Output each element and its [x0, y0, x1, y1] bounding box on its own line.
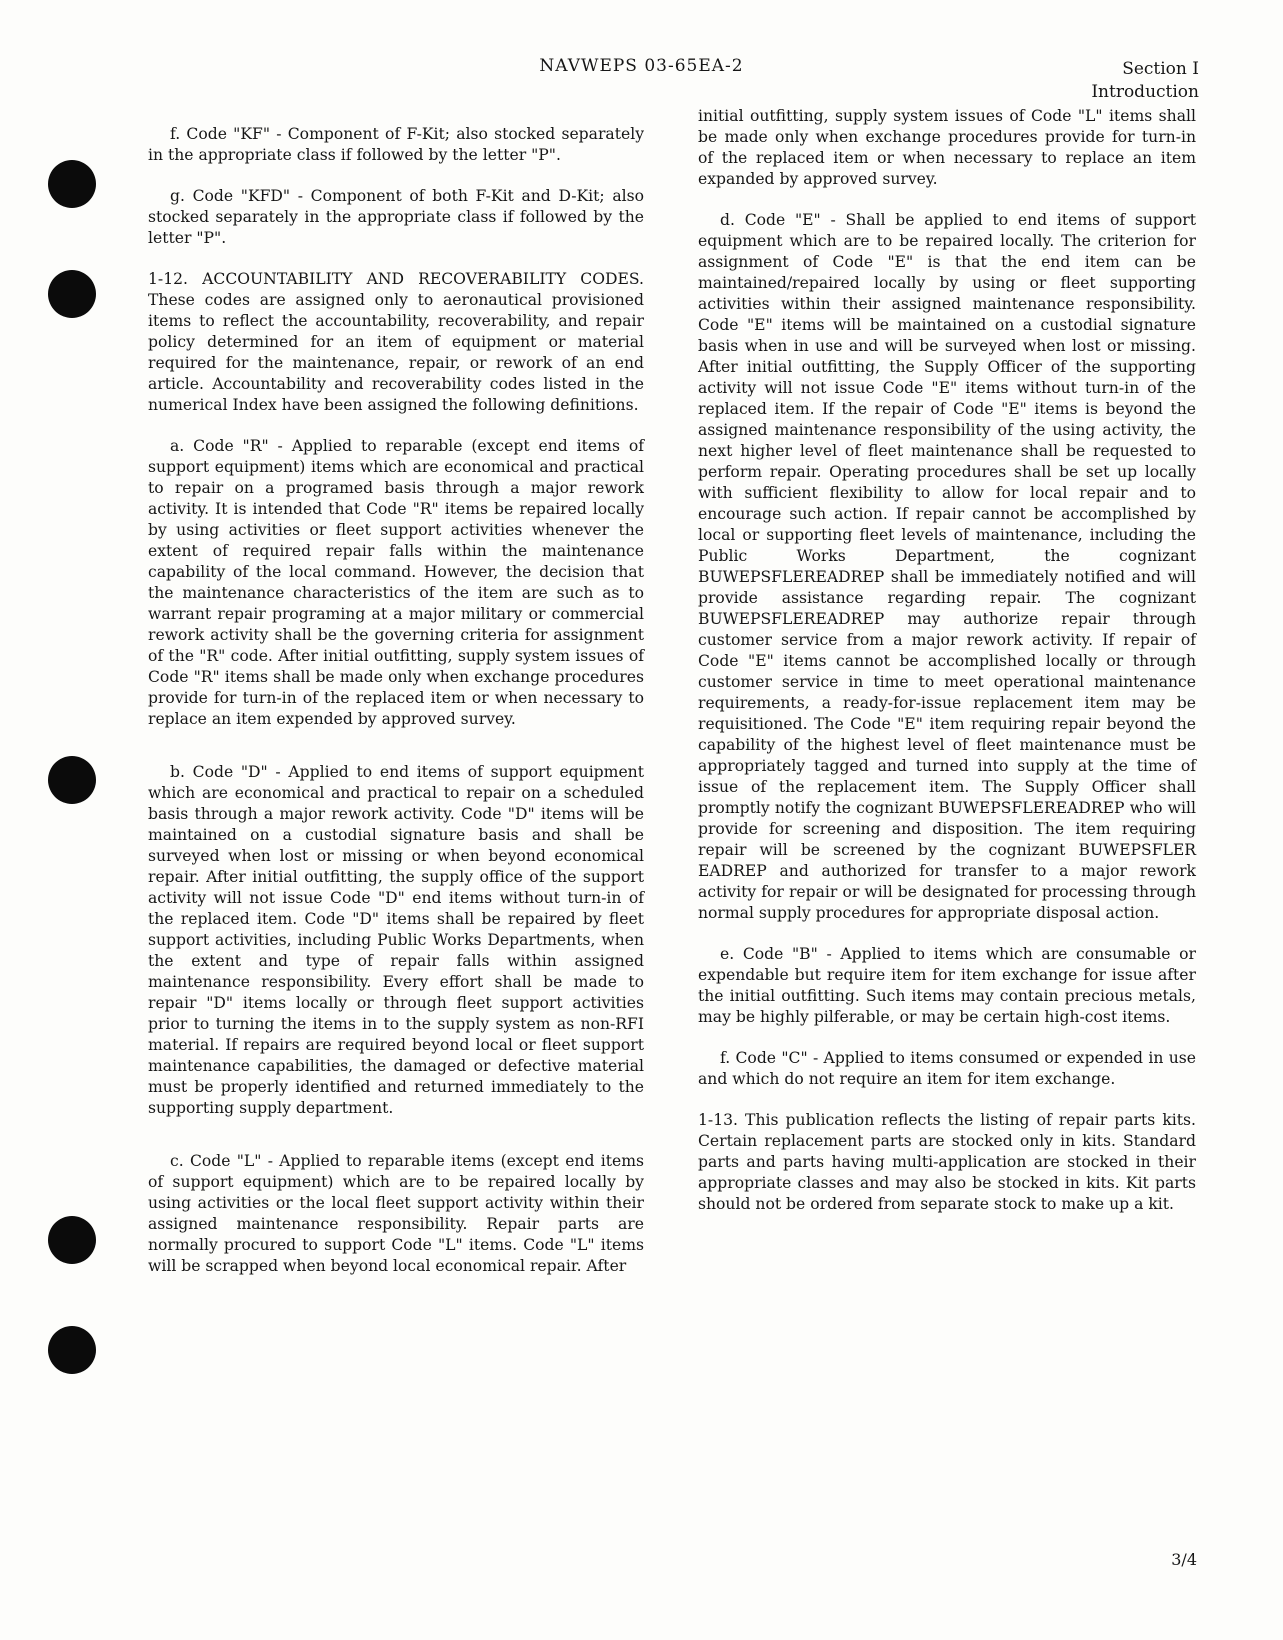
paragraph-code-kf: f. Code "KF" - Component of F-Kit; also stocked separately in the appropriate class if followed by the letter "P".: [148, 125, 644, 164]
section-title: Introduction: [1091, 82, 1199, 102]
paragraph-code-c: f. Code "C" - Applied to items consumed or expended in use and which do not require an item for item exchange.: [698, 1049, 1196, 1088]
section-header: [1091, 58, 1199, 104]
left-column: [148, 124, 644, 1297]
binder-hole-2: [48, 270, 96, 318]
section-label: Section I: [1122, 59, 1199, 79]
paragraph-code-b: e. Code "B" - Applied to items which are consumable or expendable but require item for item exchange for issue after the initial outfitting. Such items may contain precious metals, may be highly pilferable, or may be certain high-cost items.: [698, 945, 1196, 1026]
paragraph-code-kfd: g. Code "KFD" - Component of both F-Kit and D-Kit; also stocked separately in the appropriate class if followed by the letter "P".: [148, 187, 644, 247]
paragraph-1-12-accountability: 1-12. ACCOUNTABILITY AND RECOVERABILITY CODES. These codes are assigned only to aeronautical provisioned items to reflect the accountability, recoverability, and repair policy determined for an item of equipment or material required for the maintenance, repair, or rework of an end article. Accountability and recoverability codes listed in the numerical Index have been assigned the following definitions.: [148, 270, 644, 414]
binder-hole-4: [48, 1216, 96, 1264]
paragraph-code-d: b. Code "D" - Applied to end items of support equipment which are economical and practical to repair on a scheduled basis through a major rework activity. Code "D" items will be maintained on a custodial signature basis and shall be surveyed when lost or missing or when beyond economical repair. After initial outfitting, the supply office of the support activity will not issue Code "D" end items without turn-in of the replaced item. Code "D" items shall be repaired by fleet support activities, including Public Works Departments, when the extent and type of repair falls within assigned maintenance responsibility. Every effort shall be made to repair "D" items locally or through fleet support activities prior to turning the items in to the supply system as non-RFI material. If repairs are required beyond local or fleet support maintenance capabilities, the damaged or defective material must be properly identified and returned immediately to the supporting supply department.: [148, 763, 644, 1117]
binder-hole-3: [48, 756, 96, 804]
page-number: 3/4: [1171, 1550, 1197, 1569]
document-number: NAVWEPS 03-65EA-2: [539, 56, 744, 76]
binder-hole-1: [48, 160, 96, 208]
paragraph-code-l-continued: initial outfitting, supply system issues of Code "L" items shall be made only when exchange procedures provide for turn-in of the replaced item or when necessary to replace an item expanded by approved survey.: [698, 107, 1196, 188]
paragraph-1-13-kits: 1-13. This publication reflects the listing of repair parts kits. Certain replacement parts are stocked only in kits. Standard parts and parts having multi-application are stocked in their appropriate classes and may also be stocked in kits. Kit parts should not be ordered from separate stock to make up a kit.: [698, 1111, 1196, 1213]
paragraph-code-e: d. Code "E" - Shall be applied to end items of support equipment which are to be repaired locally. The criterion for assignment of Code "E" is that the end item can be maintained/repaired locally by using or fleet supporting activities within their assigned maintenance responsibility. Code "E" items will be maintained on a custodial signature basis when in use and will be surveyed when lost or missing. After initial outfitting, the Supply Officer of the supporting activity will not issue Code "E" items without turn-in of the replaced item. If the repair of Code "E" items is beyond the assigned maintenance responsibility of the using activity, the next higher level of fleet maintenance shall be requested to perform repair. Operating procedures shall be set up locally with sufficient flexibility to allow for local repair and to encourage such action. If repair cannot be accomplished by local or supporting fleet levels of maintenance, including the Public Works Department, the cognizant BUWEPSFLEREADREP shall be immediately notified and will provide assistance regarding repair. The cognizant BUWEPSFLEREADREP may authorize repair through customer service from a major rework activity. If repair of Code "E" items cannot be accomplished locally or through customer service in time to meet operational maintenance requirements, a ready-for-issue replacement item may be requisitioned. The Code "E" item requiring repair beyond the capability of the highest level of fleet maintenance must be appropriately tagged and turned into supply at the time of issue of the replacement item. The Supply Officer shall promptly notify the cognizant BUWEPSFLEREADREP who will provide for screening and disposition. The item requiring repair will be screened by the cognizant BUWEPSFLER EADREP and authorized for transfer to a major rework activity for repair or will be designated for processing through normal supply procedures for appropriate disposal action.: [698, 211, 1196, 922]
paragraph-code-l: c. Code "L" - Applied to reparable items (except end items of support equipment) which are to be repaired locally by using activities or the local fleet support activity within their assigned maintenance responsibility. Repair parts are normally procured to support Code "L" items. Code "L" items will be scrapped when beyond local economical repair. After: [148, 1152, 644, 1275]
paragraph-code-r: a. Code "R" - Applied to reparable (except end items of support equipment) items which are economical and practical to repair on a programed basis through a major rework activity. It is intended that Code "R" items be repaired locally by using activities or fleet support activities whenever the extent of required repair falls within the maintenance capability of the local command. However, the decision that the maintenance characteristics of the item are such as to warrant repair programing at a major military or commercial rework activity shall be the governing criteria for assignment of the "R" code. After initial outfitting, supply system issues of Code "R" items shall be made only when exchange procedures provide for turn-in of the replaced item or when necessary to replace an item expended by approved survey.: [148, 437, 644, 728]
right-column: [698, 106, 1196, 1235]
binder-hole-5: [48, 1326, 96, 1374]
